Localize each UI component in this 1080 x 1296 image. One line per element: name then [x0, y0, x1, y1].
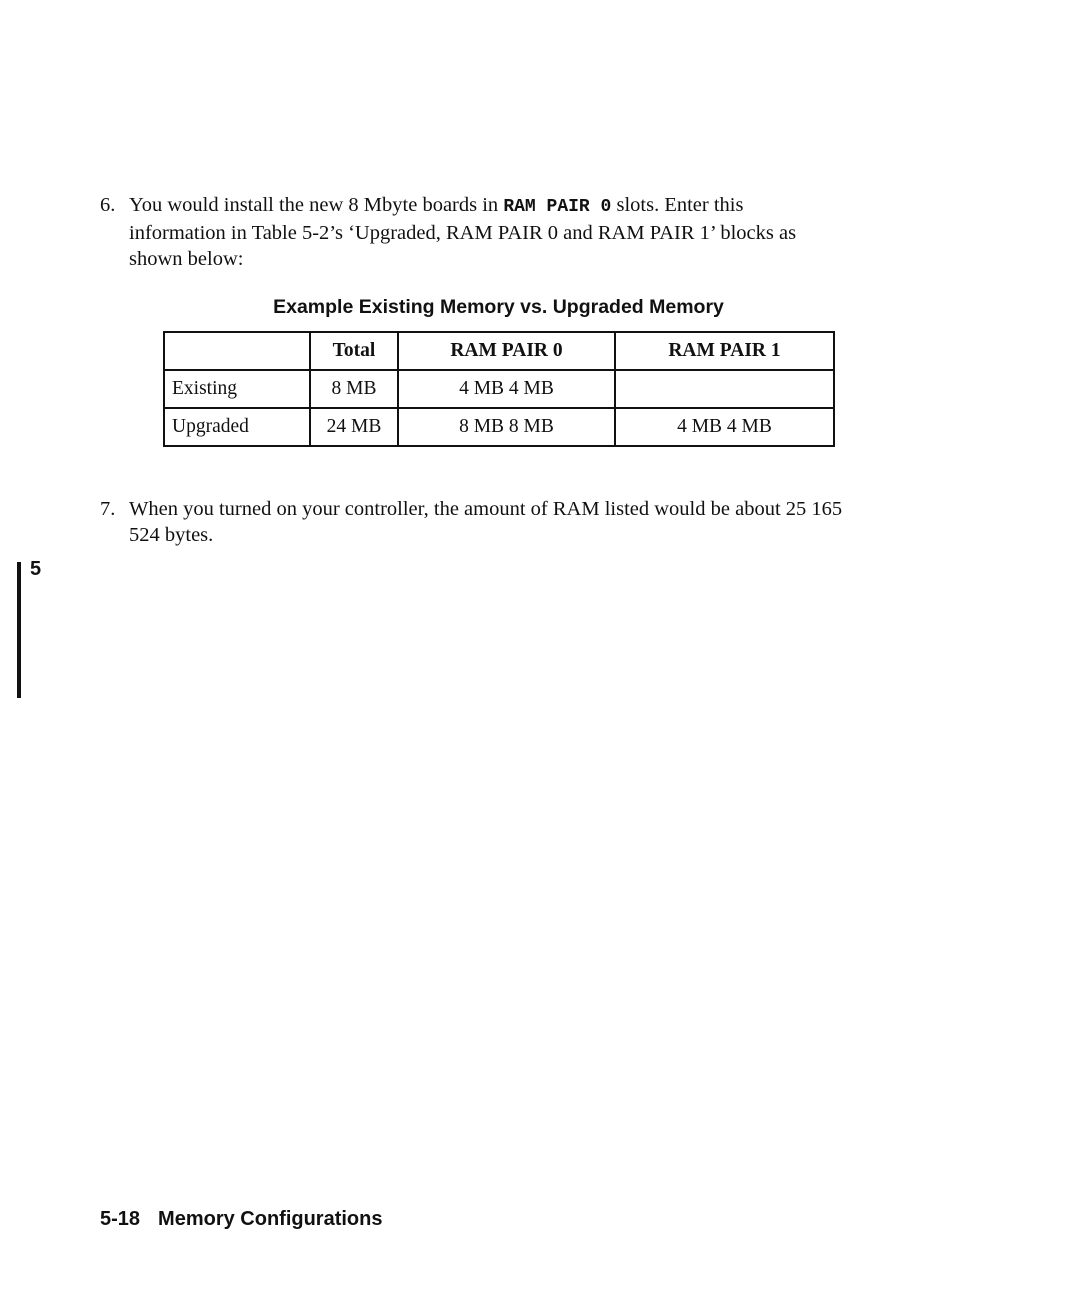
step-number: 6.: [100, 194, 116, 216]
memory-table: [163, 331, 835, 447]
table-header-row: [164, 332, 834, 370]
step-number: 7.: [100, 498, 116, 520]
step-text-before: You would install the new 8 Mbyte boards in: [129, 194, 504, 216]
header-cell-total: Total: [310, 332, 398, 370]
chapter-marker-bar: [17, 562, 21, 698]
step-7: [100, 496, 845, 548]
header-cell-ram-pair-0: RAM PAIR 0: [398, 332, 615, 370]
step-text: [129, 192, 845, 272]
header-cell-ram-pair-1: RAM PAIR 1: [615, 332, 834, 370]
footer-page-number: 5-18: [100, 1208, 141, 1230]
chapter-tab-number: 5: [30, 558, 42, 580]
row-label: Upgraded: [164, 408, 310, 446]
header-cell-blank: [164, 332, 310, 370]
table-row: [164, 370, 834, 408]
cell-ram-pair-0: 4 MB 4 MB: [398, 370, 615, 408]
code-ram-pair-0: RAM PAIR 0: [503, 197, 612, 217]
cell-ram-pair-1: [615, 370, 834, 408]
table-row: [164, 408, 834, 446]
cell-ram-pair-1: 4 MB 4 MB: [615, 408, 834, 446]
step-text-after: slots. Enter this information in Table 5-2’s ‘Upgraded, RAM PAIR 0 and RAM PAIR 1’ blocks as shown below:: [129, 194, 797, 270]
cell-ram-pair-0: 8 MB 8 MB: [398, 408, 615, 446]
cell-total: 8 MB: [310, 370, 398, 408]
table-caption: Example Existing Memory vs. Upgraded Memory: [273, 296, 724, 318]
cell-total: 24 MB: [310, 408, 398, 446]
row-label: Existing: [164, 370, 310, 408]
step-6: [100, 192, 845, 272]
page-footer: [100, 1208, 382, 1231]
footer-section-title: Memory Configurations: [158, 1208, 383, 1230]
step-text: When you turned on your controller, the amount of RAM listed would be about 25 165 524 bytes.: [129, 498, 843, 546]
